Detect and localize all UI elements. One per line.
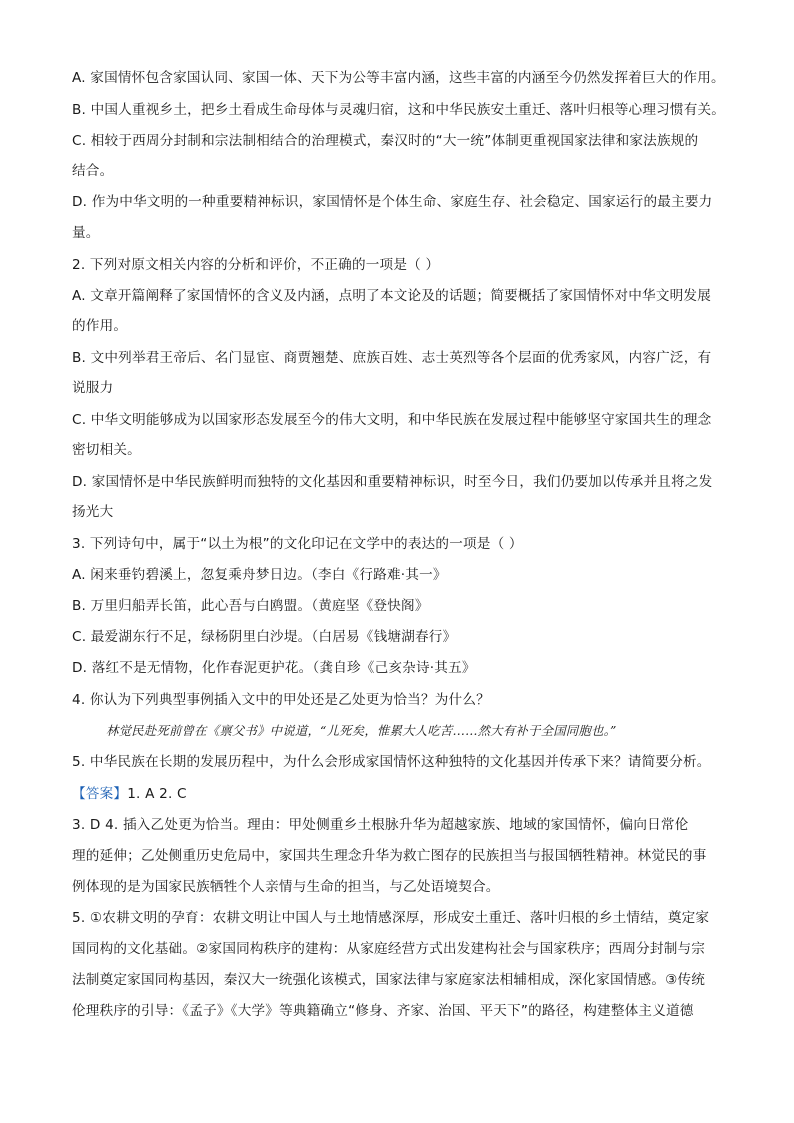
q3-option-a: A. 闲来垂钓碧溪上，忽复乘舟梦日边。（李白《行路难·其一》 [72,567,447,583]
answer-line-6: 国同构的文化基础。②家国同构秩序的建构：从家庭经营方式出发建构社会与国家秩序；西周分封制与宗 [72,941,706,957]
q1-option-d: D. 作为中华文明的一种重要精神标识，家国情怀是个体生命、家庭生存、社会稳定、国家运行的最主要力 [72,194,713,210]
q2-option-b: B. 文中列举君王帝后、名门显宦、商贾翘楚、庶族百姓、志士英烈等各个层面的优秀家风，内容广泛，有 [72,350,712,366]
answer-line-4: 例体现的是为国家民族牺牲个人亲情与生命的担当，与乙处语境契合。 [72,879,500,895]
answer-line-7: 法制奠定家国同构基因，秦汉大一统强化该模式，国家法律与家庭家法相辅相成，深化家国情感。③传统 [72,972,706,988]
q2-option-c-cont: 密切相关。 [72,442,141,458]
q2-option-d: D. 家国情怀是中华民族鲜明而独特的文化基因和重要精神标识，时至今日，我们仍要加以传承并且将之发 [72,474,713,490]
answer-line-1 [72,784,724,804]
q3-option-d: D. 落红不是无情物，化作春泥更护花。（龚自珍《己亥杂诗·其五》 [72,660,476,676]
q4-stem: 4. 你认为下列典型事例插入文中的甲处还是乙处更为恰当？为什么？ [72,692,490,708]
q1-option-a: A. 家国情怀包含家国认同、家国一体、天下为公等丰富内涵，这些丰富的内涵至今仍然发挥着巨大的作用。 [72,70,725,86]
answer-line-3: 理的延伸；乙处侧重历史危局中，家国共生理念升华为救亡图存的民族担当与报国牺牲精神。林觉民的事 [72,848,707,864]
q2-option-c: C. 中华文明能够成为以国家形态发展至今的伟大文明，和中华民族在发展过程中能够坚守家国共生的理念 [72,412,712,428]
answer-1-2: 1. A 2. C [127,786,187,802]
q3-option-c: C. 最爱湖东行不足，绿杨阴里白沙堤。（白居易《钱塘湖春行》 [72,629,457,645]
q1-option-c-cont: 结合。 [72,163,114,179]
q2-option-b-cont: 说服力 [72,380,114,396]
q3-option-b: B. 万里归船弄长笛，此心吾与白鸥盟。（黄庭坚《登快阁》 [72,598,429,614]
q3-stem: 3. 下列诗句中，属于“以土为根”的文化印记在文学中的表达的一项是（ ） [72,536,523,552]
answer-tag: 【答案】 [72,786,128,802]
q1-option-c: C. 相较于西周分封制和宗法制相结合的治理模式，秦汉时的“大一统”体制更重视国家法律和家法族规的 [72,133,699,149]
q2-option-a: A. 文章开篇阐释了家国情怀的含义及内涵，点明了本文论及的话题；简要概括了家国情怀对中华文明发展 [72,288,712,304]
q2-option-a-cont: 的作用。 [72,318,128,334]
q1-option-b: B. 中国人重视乡土，把乡土看成生命母体与灵魂归宿，这和中华民族安土重迁、落叶归根等心理习惯有关。 [72,102,726,118]
answer-line-5: 5. ①农耕文明的孕育：农耕文明让中国人与土地情感深厚，形成安土重迁、落叶归根的乡土情结，奠定家 [72,910,710,926]
answer-line-2: 3. D 4. 插入乙处更为恰当。理由：甲处侧重乡土根脉升华为超越家族、地域的家国情怀，偏向日常伦 [72,817,689,833]
q5-stem: 5. 中华民族在长期的发展历程中，为什么会形成家国情怀这种独特的文化基因并传承下来？请简要分析。 [72,754,711,770]
q2-option-d-cont: 扬光大 [72,504,114,520]
answer-line-8: 伦理秩序的引导：《孟子》《大学》等典籍确立“修身、齐家、治国、平天下”的路径，构建整体主义道德 [72,1003,694,1019]
q1-option-d-cont: 量。 [72,225,100,241]
q4-quote: 林觉民赴死前曾在《禀父书》中说道，“儿死矣，惟累大人吃苦……然大有补于全国同胞也。” [106,723,617,738]
q2-stem: 2. 下列对原文相关内容的分析和评价，不正确的一项是（ ） [72,257,440,273]
